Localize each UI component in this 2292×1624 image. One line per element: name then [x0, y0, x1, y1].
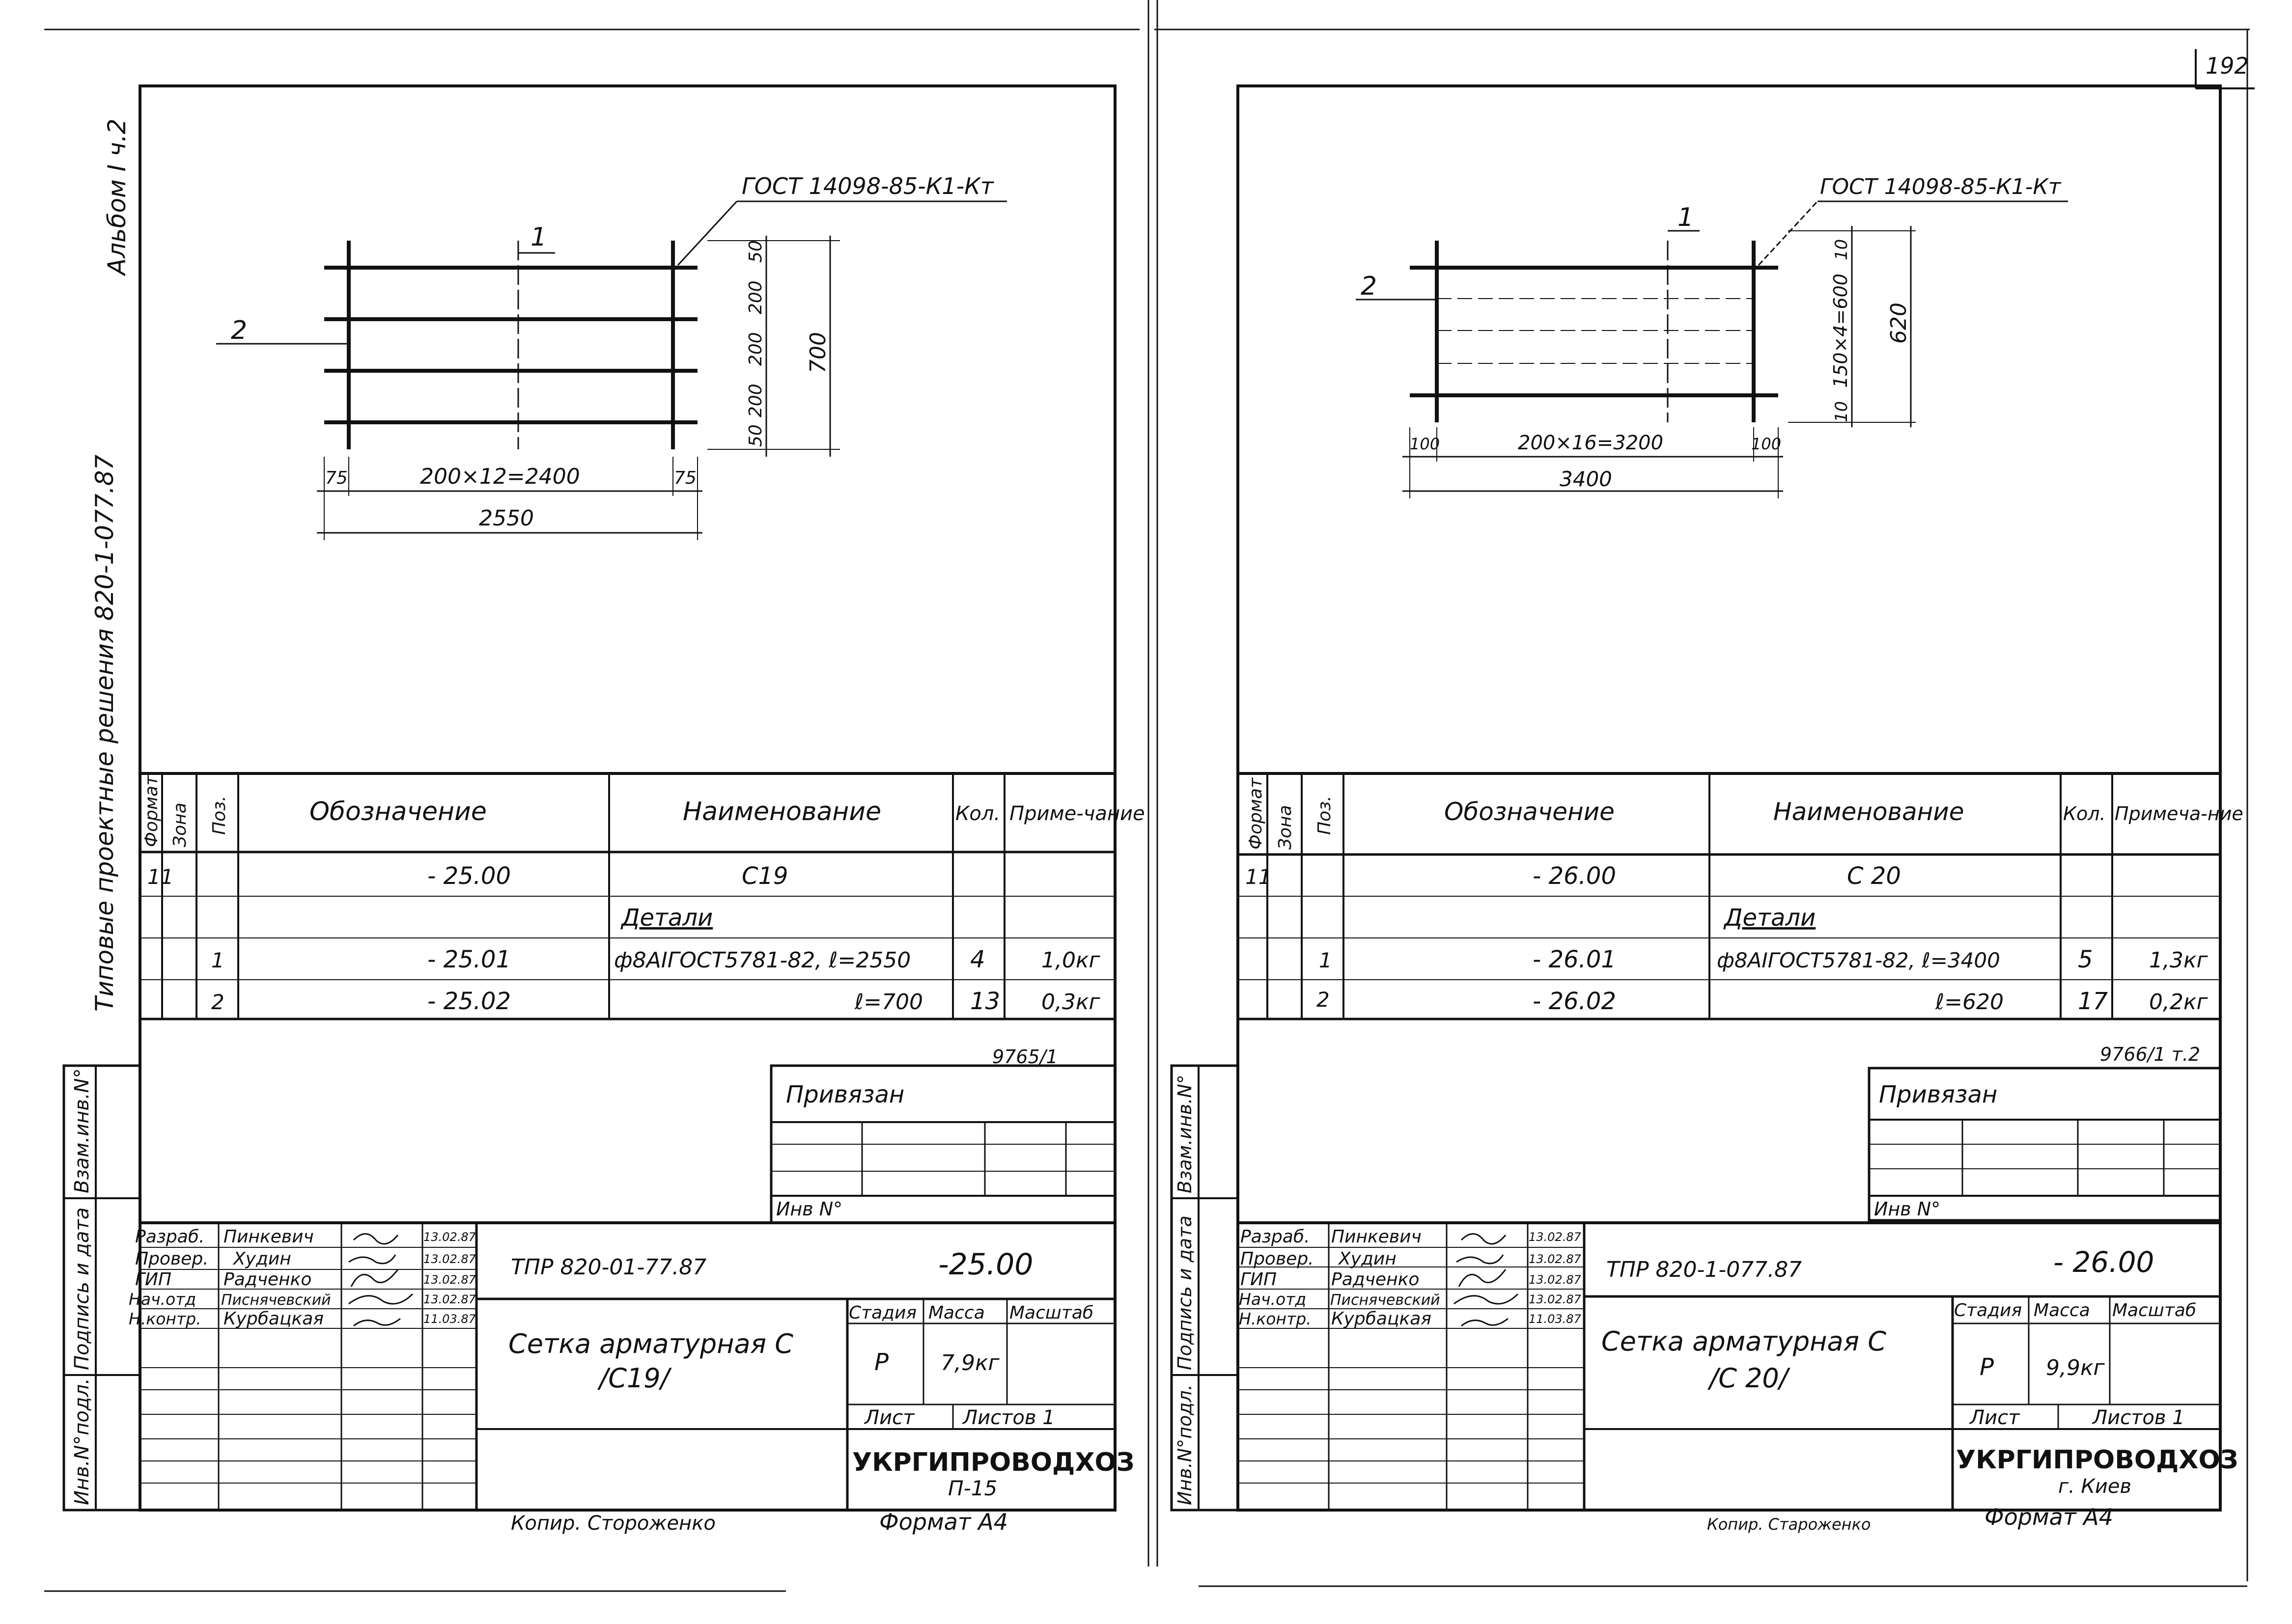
- left-dim-h-total: 2550: [479, 506, 534, 531]
- name-3: Радченко: [224, 1269, 312, 1290]
- hdr-name: Наименование: [683, 797, 882, 826]
- r-row4-designation: - 26.02: [1533, 988, 1616, 1015]
- r-row4-note: 0,2кг: [2149, 990, 2208, 1015]
- r-role-2: Провер.: [1240, 1249, 1314, 1269]
- r-row3-name: ф8АIГОСТ5781-82, ℓ=3400: [1717, 948, 2000, 972]
- r-row4-qty: 17: [2078, 988, 2108, 1015]
- r-row4-name: ℓ=620: [1935, 990, 2004, 1015]
- r-hdr-designation: Обозначение: [1444, 798, 1615, 826]
- right-callout-2: 2: [1361, 272, 1377, 301]
- right-title-line2: /С 20/: [1709, 1363, 1788, 1394]
- left-dim-v1: 50: [746, 240, 766, 263]
- left-format: Формат А4: [879, 1509, 1008, 1535]
- role-1: Разраб.: [135, 1227, 205, 1247]
- name-5: Курбацкая: [224, 1309, 324, 1329]
- right-margin-stamps: [1172, 1066, 1238, 1510]
- album-label: Альбом I ч.2: [103, 118, 131, 275]
- row3-name: ф8АIГОСТ5781-82, ℓ=2550: [614, 948, 911, 973]
- right-dim-v-bot: 10: [1832, 401, 1851, 422]
- r-row3-note: 1,3кг: [2149, 948, 2208, 973]
- r-row3-designation: - 26.01: [1533, 946, 1616, 973]
- series-label: Типовые проектные решения 820-1-077.87: [90, 454, 119, 1012]
- signature-4: [349, 1294, 413, 1304]
- r-date-4: 13.02.87: [1529, 1293, 1581, 1306]
- name-4: Писнячевский: [221, 1292, 331, 1309]
- r-date-3: 13.02.87: [1529, 1273, 1581, 1287]
- role-4: Нач.отд: [129, 1290, 196, 1309]
- right-masshtab-label: Масштаб: [2112, 1300, 2197, 1321]
- left-dim-v2: 200: [746, 280, 766, 314]
- right-massa-label: Масса: [2034, 1300, 2090, 1321]
- r-row1-format: 11: [1245, 865, 1272, 889]
- left-callout-2: 2: [231, 316, 248, 345]
- signature-3: [351, 1269, 398, 1287]
- left-title-line1: Сетка арматурная С: [508, 1328, 793, 1359]
- hdr-qty: Кол.: [955, 802, 1001, 825]
- date-1: 13.02.87: [423, 1230, 476, 1244]
- right-dim-total-v: 620: [1886, 303, 1911, 344]
- row3-designation: - 25.01: [427, 946, 511, 973]
- row1-format: 11: [147, 865, 174, 889]
- right-privyazan: [1869, 1068, 2220, 1220]
- right-dim-v-mid: 150×4=600: [1830, 274, 1851, 388]
- stamp-inv-podl: Инв.N°подл.: [71, 1378, 93, 1505]
- left-dim-v5: 50: [746, 424, 766, 447]
- left-inv-no-label: Инв N°: [776, 1198, 843, 1220]
- left-dim-v4: 200: [746, 384, 766, 417]
- r-date-5: 11.03.87: [1529, 1312, 1581, 1326]
- left-mass: 7,9кг: [941, 1350, 1000, 1376]
- stamp-inv-vzam: Взам.инв.N°: [71, 1068, 93, 1193]
- right-title-line1: Сетка арматурная С: [1601, 1326, 1886, 1357]
- left-title-line2: /С19/: [599, 1363, 670, 1394]
- left-stage: Р: [874, 1349, 889, 1376]
- left-org: УКРГИПРОВОДХОЗ: [852, 1448, 1135, 1477]
- r-role-5: Н.контр.: [1239, 1309, 1312, 1328]
- r-hdr-qty: Кол.: [2063, 803, 2106, 825]
- r-name-4: Писнячевский: [1330, 1292, 1440, 1309]
- left-gost-label: ГОСТ 14098-85-К1-Кт: [742, 173, 994, 199]
- left-ref: 9765/1: [992, 1046, 1058, 1068]
- left-dim-total-v: 700: [806, 332, 831, 373]
- right-doc-num: - 26.00: [2053, 1245, 2154, 1279]
- r-date-1: 13.02.87: [1529, 1230, 1581, 1244]
- role-5: Н.контр.: [129, 1309, 201, 1328]
- right-format: Формат А4: [1985, 1504, 2113, 1530]
- right-ref: 9766/1 т.2: [2100, 1044, 2201, 1065]
- r-signature-2: [1456, 1255, 1503, 1264]
- name-1: Пинкевич: [224, 1227, 314, 1247]
- right-mesh-drawing: [1356, 174, 2068, 498]
- hdr-format: Формат: [141, 775, 162, 847]
- right-inv-no-label: Инв N°: [1874, 1198, 1941, 1220]
- right-callout-1: 1: [1677, 203, 1694, 232]
- date-2: 13.02.87: [423, 1252, 476, 1266]
- row4-name: ℓ=700: [855, 990, 923, 1015]
- r-role-3: ГИП: [1240, 1269, 1277, 1290]
- hdr-note: Приме-чание: [1009, 802, 1145, 825]
- row4-qty: 13: [970, 988, 1001, 1015]
- r-row2-name: Детали: [1724, 904, 1816, 932]
- r-name-2: Худин: [1339, 1249, 1397, 1269]
- right-copier: Копир. Староженко: [1707, 1515, 1871, 1534]
- right-org: УКРГИПРОВОДХОЗ: [1956, 1445, 2238, 1475]
- right-listov-label: Листов 1: [2093, 1406, 2185, 1429]
- r-name-3: Радченко: [1331, 1269, 1420, 1290]
- r-row3-qty: 5: [2078, 946, 2093, 973]
- row2-name: Детали: [621, 904, 713, 932]
- left-spec-table: [140, 773, 1145, 1019]
- left-mesh-drawing: [216, 173, 1007, 540]
- stamp-podpis: Подпись и дата: [71, 1207, 93, 1370]
- r-row1-name: С 20: [1847, 862, 1901, 890]
- row3-qty: 4: [970, 946, 985, 973]
- right-stadiya-label: Стадия: [1954, 1300, 2022, 1321]
- left-margin-stamps: [64, 1066, 140, 1510]
- left-title-block: [129, 1223, 1135, 1510]
- left-doc-code: ТПР 820-01-77.87: [511, 1255, 707, 1280]
- r-hdr-zone: Зона: [1275, 805, 1295, 850]
- right-dim-v-top: 10: [1832, 239, 1851, 260]
- right-list-label: Лист: [1970, 1406, 2020, 1429]
- right-doc-code: ТПР 820-1-077.87: [1606, 1257, 1802, 1282]
- r-date-2: 13.02.87: [1529, 1252, 1581, 1266]
- left-stadiya-label: Стадия: [849, 1303, 917, 1323]
- signature-1: [354, 1234, 398, 1244]
- row3-note: 1,0кг: [1041, 948, 1100, 973]
- right-dim-h-mid: 200×16=3200: [1518, 432, 1664, 454]
- right-privyazan-label: Привязан: [1879, 1081, 1998, 1108]
- right-dim-h-left: 100: [1410, 435, 1440, 453]
- role-2: Провер.: [135, 1249, 209, 1269]
- r-name-5: Курбацкая: [1331, 1309, 1431, 1329]
- r-hdr-pos: Поз.: [1314, 796, 1335, 835]
- right-dim-h-right: 100: [1751, 435, 1782, 453]
- hdr-zone: Зона: [170, 802, 190, 847]
- name-2: Худин: [233, 1249, 291, 1269]
- r-signature-3: [1459, 1269, 1506, 1287]
- left-callout-1: 1: [531, 222, 547, 252]
- right-spec-table: [1238, 773, 2243, 1019]
- hdr-designation: Обозначение: [309, 797, 487, 826]
- row4-pos: 2: [211, 990, 224, 1014]
- left-privyazan: [771, 1066, 1115, 1223]
- right-sheet: [1172, 86, 2243, 1534]
- page-number-box: [2196, 49, 2255, 88]
- left-copier: Копир. Стороженко: [511, 1512, 716, 1535]
- r-signature-1: [1461, 1234, 1506, 1244]
- r-role-1: Разраб.: [1240, 1227, 1310, 1247]
- r-hdr-name: Наименование: [1773, 798, 1964, 826]
- left-masshtab-label: Масштаб: [1009, 1303, 1094, 1323]
- right-city: г. Киев: [2058, 1475, 2132, 1498]
- right-gost-label: ГОСТ 14098-85-К1-Кт: [1820, 174, 2061, 199]
- row4-designation: - 25.02: [427, 988, 511, 1015]
- left-dim-v3: 200: [746, 332, 766, 366]
- r-signature-4: [1454, 1294, 1518, 1304]
- r-stamp-inv-podl: Инв.N°подл.: [1174, 1384, 1196, 1505]
- right-title-block: [1238, 1223, 2238, 1510]
- right-mass: 9,9кг: [2046, 1355, 2105, 1380]
- r-name-1: Пинкевич: [1331, 1227, 1422, 1247]
- row4-note: 0,3кг: [1041, 990, 1100, 1015]
- row1-name: С19: [742, 862, 788, 890]
- r-hdr-format: Формат: [1246, 777, 1266, 850]
- left-privyazan-label: Привязан: [786, 1081, 905, 1108]
- r-row1-designation: - 26.00: [1533, 862, 1616, 890]
- role-3: ГИП: [135, 1269, 172, 1290]
- r-row4-pos: 2: [1316, 988, 1330, 1012]
- row1-designation: - 25.00: [427, 862, 511, 890]
- left-dim-h-right: 75: [674, 468, 697, 488]
- left-dim-h-mid: 200×12=2400: [420, 464, 580, 489]
- signature-5: [354, 1319, 400, 1326]
- right-dim-h-total: 3400: [1560, 467, 1612, 491]
- right-stage: Р: [1980, 1353, 1994, 1381]
- left-sheet: [64, 86, 1145, 1535]
- hdr-pos: Поз.: [209, 796, 229, 835]
- left-list-label: Лист: [865, 1406, 915, 1429]
- date-3: 13.02.87: [423, 1273, 476, 1287]
- page-number: 192: [2206, 53, 2249, 79]
- left-massa-label: Масса: [928, 1303, 985, 1323]
- left-doc-num: -25.00: [938, 1247, 1034, 1282]
- r-hdr-note: Примеча-ние: [2115, 803, 2243, 825]
- r-stamp-inv-vzam: Взам.инв.N°: [1174, 1074, 1196, 1193]
- left-dim-h-left: 75: [325, 468, 348, 488]
- date-4: 13.02.87: [423, 1293, 476, 1306]
- signature-2: [349, 1255, 395, 1264]
- r-row3-pos: 1: [1319, 948, 1332, 972]
- r-signature-5: [1461, 1319, 1508, 1326]
- date-5: 11.03.87: [423, 1312, 476, 1326]
- r-stamp-podpis: Подпись и дата: [1174, 1215, 1196, 1370]
- row3-pos: 1: [211, 948, 224, 972]
- left-listov-label: Листов 1: [963, 1406, 1055, 1429]
- r-role-4: Нач.отд: [1239, 1290, 1307, 1309]
- left-sheet-code: П-15: [948, 1476, 998, 1500]
